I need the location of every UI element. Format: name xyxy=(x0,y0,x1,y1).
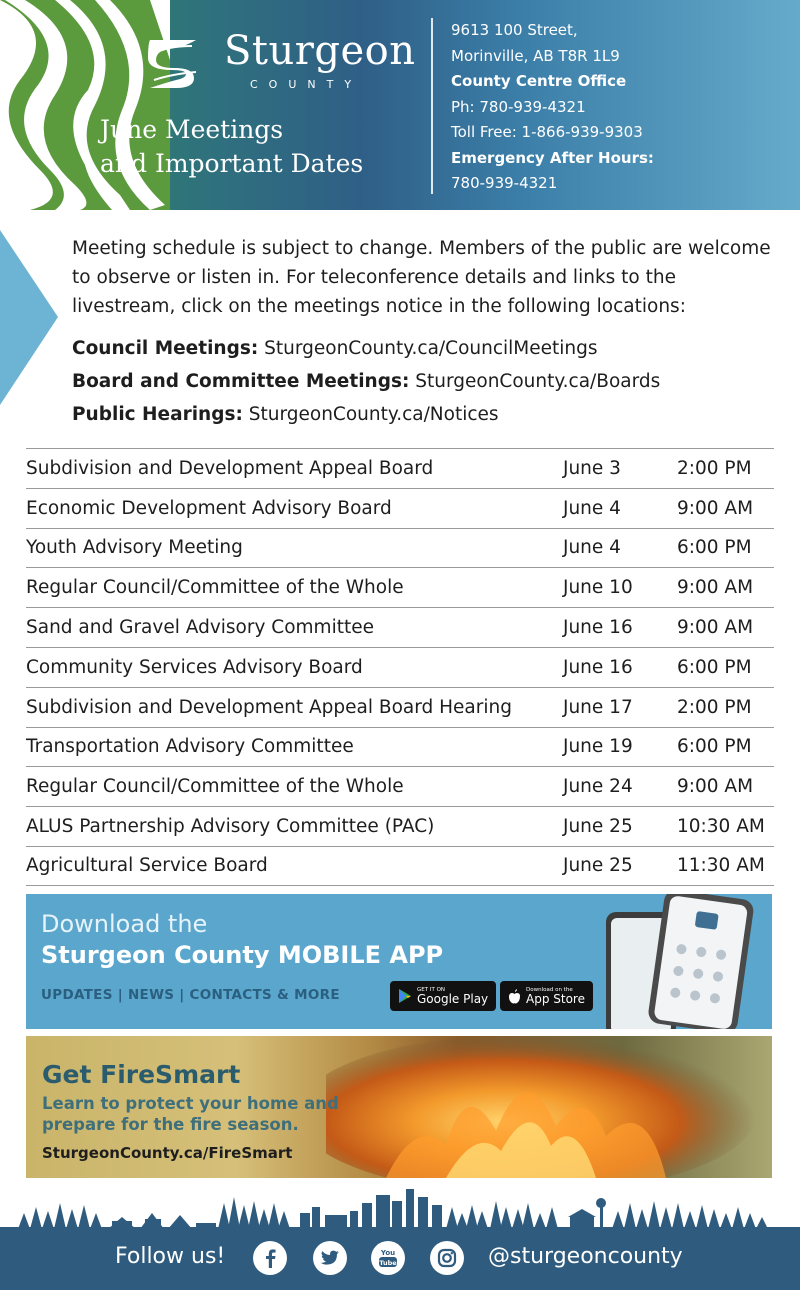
table-row: Economic Development Advisory Board June 4 9:00 AM xyxy=(26,488,774,528)
table-row: Subdivision and Development Appeal Board June 3 2:00 PM xyxy=(26,448,774,488)
address-line-1: 9613 100 Street, xyxy=(451,21,578,39)
table-row: Agricultural Service Board June 25 11:30 AM xyxy=(26,846,774,886)
firesmart-banner[interactable] xyxy=(26,1036,772,1178)
toll-free-phone[interactable]: Toll Free: 1-866-939-9303 xyxy=(451,123,643,141)
page-title xyxy=(100,113,363,181)
phone-mockup-graphic xyxy=(596,894,772,1029)
firesmart-tagline: Learn to protect your home and prepare for the fire season. xyxy=(42,1094,339,1134)
sturgeon-logo-icon xyxy=(142,32,204,94)
address-line-2: Morinville, AB T8R 1L9 xyxy=(451,46,620,65)
svg-text:Tube: Tube xyxy=(379,1259,397,1267)
arrow-tab-decoration xyxy=(0,230,58,405)
fire-graphic xyxy=(326,1036,772,1178)
firesmart-title: Get FireSmart xyxy=(42,1060,241,1089)
intro-text: Meeting schedule is subject to change. Members of the public are welcome to observe or listen in. For teleconference details and links to the livestream, click on the meetings notice in the following locations: xyxy=(72,238,771,317)
link-boards[interactable]: Board and Committee Meetings: SturgeonCounty.ca/Boards xyxy=(72,371,661,392)
link-notices[interactable]: Public Hearings: SturgeonCounty.ca/Notices xyxy=(72,404,499,425)
youtube-icon[interactable] xyxy=(371,1241,405,1275)
emergency-label: Emergency After Hours: xyxy=(451,148,654,167)
phone[interactable]: Ph: 780-939-4321 xyxy=(451,97,586,116)
twitter-icon[interactable] xyxy=(313,1241,347,1275)
app-banner-line-1: Download the xyxy=(41,910,208,938)
header-banner xyxy=(0,0,800,210)
header-divider xyxy=(431,18,433,194)
contact-block xyxy=(451,18,654,197)
table-row: Youth Advisory Meeting June 4 6:00 PM xyxy=(26,528,774,568)
table-row: Regular Council/Committee of the Whole June 10 9:00 AM xyxy=(26,567,774,607)
google-play-icon xyxy=(398,988,412,1004)
table-row: Community Services Advisory Board June 16 6:00 PM xyxy=(26,647,774,687)
table-row: Regular Council/Committee of the Whole June 24 9:00 AM xyxy=(26,766,774,806)
facebook-icon[interactable] xyxy=(253,1241,287,1275)
footer-bar xyxy=(0,1227,800,1290)
title-line-2: and Important Dates xyxy=(100,149,364,178)
app-banner-features: UPDATES | NEWS | CONTACTS & MORE xyxy=(41,987,340,1003)
table-row: Sand and Gravel Advisory Committee June 16 9:00 AM xyxy=(26,607,774,647)
svg-text:You: You xyxy=(380,1249,396,1257)
meeting-schedule-table xyxy=(26,448,774,886)
table-row: Subdivision and Development Appeal Board Hearing June 17 2:00 PM xyxy=(26,687,774,727)
social-handle[interactable]: @sturgeoncounty xyxy=(488,1244,683,1269)
county-skyline-graphic xyxy=(0,1183,800,1229)
instagram-icon[interactable] xyxy=(430,1241,464,1275)
follow-us-label: Follow us! xyxy=(115,1244,226,1269)
office-label: County Centre Office xyxy=(451,72,627,90)
firesmart-url[interactable]: SturgeonCounty.ca/FireSmart xyxy=(42,1144,293,1162)
apple-icon xyxy=(508,989,521,1004)
app-store-button[interactable]: Download on the App Store xyxy=(500,981,593,1011)
title-line-1: June Meetings xyxy=(100,115,284,144)
emergency-phone[interactable]: 780-939-4321 xyxy=(451,174,558,192)
logo-subtitle: COUNTY xyxy=(250,78,363,91)
mobile-app-banner[interactable] xyxy=(26,894,772,1029)
google-play-button[interactable]: GET IT ON Google Play xyxy=(390,981,496,1011)
table-row: Transportation Advisory Committee June 19 6:00 PM xyxy=(26,727,774,767)
logo-name: Sturgeon xyxy=(224,28,416,74)
meeting-links xyxy=(72,332,660,431)
table-row: ALUS Partnership Advisory Committee (PAC) June 25 10:30 AM xyxy=(26,806,774,846)
link-council-meetings[interactable]: Council Meetings: SturgeonCounty.ca/CouncilMeetings xyxy=(72,338,598,359)
app-banner-line-2: Sturgeon County MOBILE APP xyxy=(41,941,444,969)
